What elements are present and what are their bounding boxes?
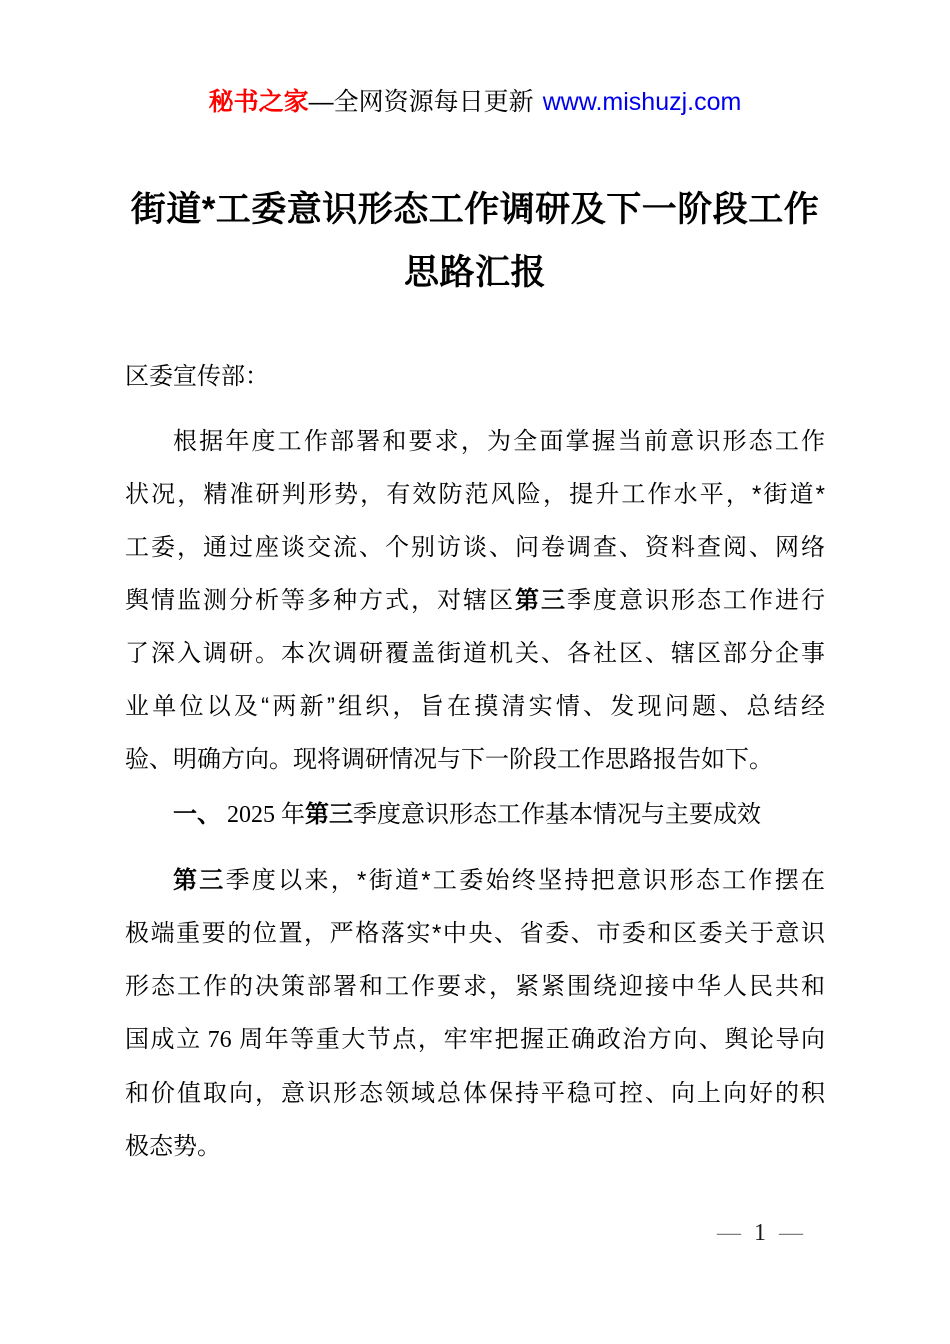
- text-segment: 76: [207, 1027, 232, 1053]
- document-header: [0, 0, 950, 118]
- text-line: [125, 1067, 825, 1120]
- site-name: 秘书之家: [208, 88, 309, 116]
- paragraph: [125, 854, 825, 1173]
- text-segment: 形态工作的决策部署和工作要求，紧紧围绕迎接中华人民共和: [125, 973, 825, 1000]
- title-line-1: 街道*工委意识形态工作调研及下一阶段工作: [130, 190, 820, 229]
- text-segment: 舆情监测分析等多种方式，对辖区: [125, 587, 515, 614]
- text-segment: 第三: [515, 587, 567, 614]
- text-segment: 国成立: [125, 1026, 202, 1053]
- header-tagline: 全网资源每日更新: [333, 88, 534, 116]
- text-segment: 2025: [227, 802, 275, 828]
- text-segment: 区委宣传部：: [125, 363, 269, 390]
- text-line: [125, 907, 825, 960]
- section-heading: [125, 788, 825, 842]
- text-segment: 验、明确方向。现将调研情况与下一阶段工作思路报告如下。: [125, 746, 773, 773]
- text-segment: 根据年度工作部署和要求，为全面掌握当前意识形态工作: [173, 428, 825, 455]
- page-number-dash-right: —: [779, 1220, 803, 1246]
- text-line: [125, 788, 825, 842]
- text-line: [125, 350, 825, 403]
- page-number-dash-left: —: [717, 1220, 741, 1246]
- text-segment: 第三: [305, 801, 353, 828]
- text-segment: 季度以来，*街道*工委始终坚持把意识形态工作摆在: [225, 867, 825, 894]
- text-line: [125, 1120, 825, 1173]
- text-line: [125, 574, 825, 627]
- header-separator: —: [308, 88, 334, 116]
- text-segment: 工委，通过座谈交流、个别访谈、问卷调查、资料查阅、网络: [125, 534, 825, 561]
- text-line: [125, 854, 825, 907]
- text-line: [125, 468, 825, 521]
- text-segment: 一、: [173, 801, 221, 828]
- text-line: [125, 733, 825, 786]
- text-line: [125, 680, 825, 733]
- document-title: [0, 178, 950, 304]
- text-line: [125, 960, 825, 1013]
- document-body: [125, 350, 825, 1173]
- text-segment: 和价值取向，意识形态领域总体保持平稳可控、向上向好的积: [125, 1080, 825, 1107]
- text-segment: 极端重要的位置，严格落实*中央、省委、市委和区委关于意识: [125, 920, 825, 947]
- text-segment: 周年等重大节点，牢牢把握正确政治方向、舆论导向: [237, 1026, 826, 1053]
- paragraph: [125, 415, 825, 786]
- text-line: [125, 521, 825, 574]
- text-line: [125, 415, 825, 468]
- text-segment: 极态势。: [125, 1133, 221, 1160]
- title-line-2: 思路汇报: [403, 253, 546, 292]
- text-segment: 季度意识形态工作进行: [567, 587, 825, 614]
- site-url: www.mishuzj.com: [542, 88, 742, 116]
- page-number: [717, 1218, 803, 1248]
- text-segment: 年: [281, 801, 305, 828]
- text-line: [125, 627, 825, 680]
- text-segment: 季度意识形态工作基本情况与主要成效: [353, 801, 761, 828]
- paragraph: [125, 350, 825, 403]
- text-line: [125, 1013, 825, 1067]
- page-number-value: 1: [754, 1220, 766, 1246]
- text-segment: 第三: [173, 867, 226, 894]
- text-segment: 了深入调研。本次调研覆盖街道机关、各社区、辖区部分企事: [125, 640, 825, 667]
- text-segment: 业单位以及“两新”组织，旨在摸清实情、发现问题、总结经: [125, 693, 825, 720]
- text-segment: 状况，精准研判形势，有效防范风险，提升工作水平，*街道*: [125, 481, 825, 508]
